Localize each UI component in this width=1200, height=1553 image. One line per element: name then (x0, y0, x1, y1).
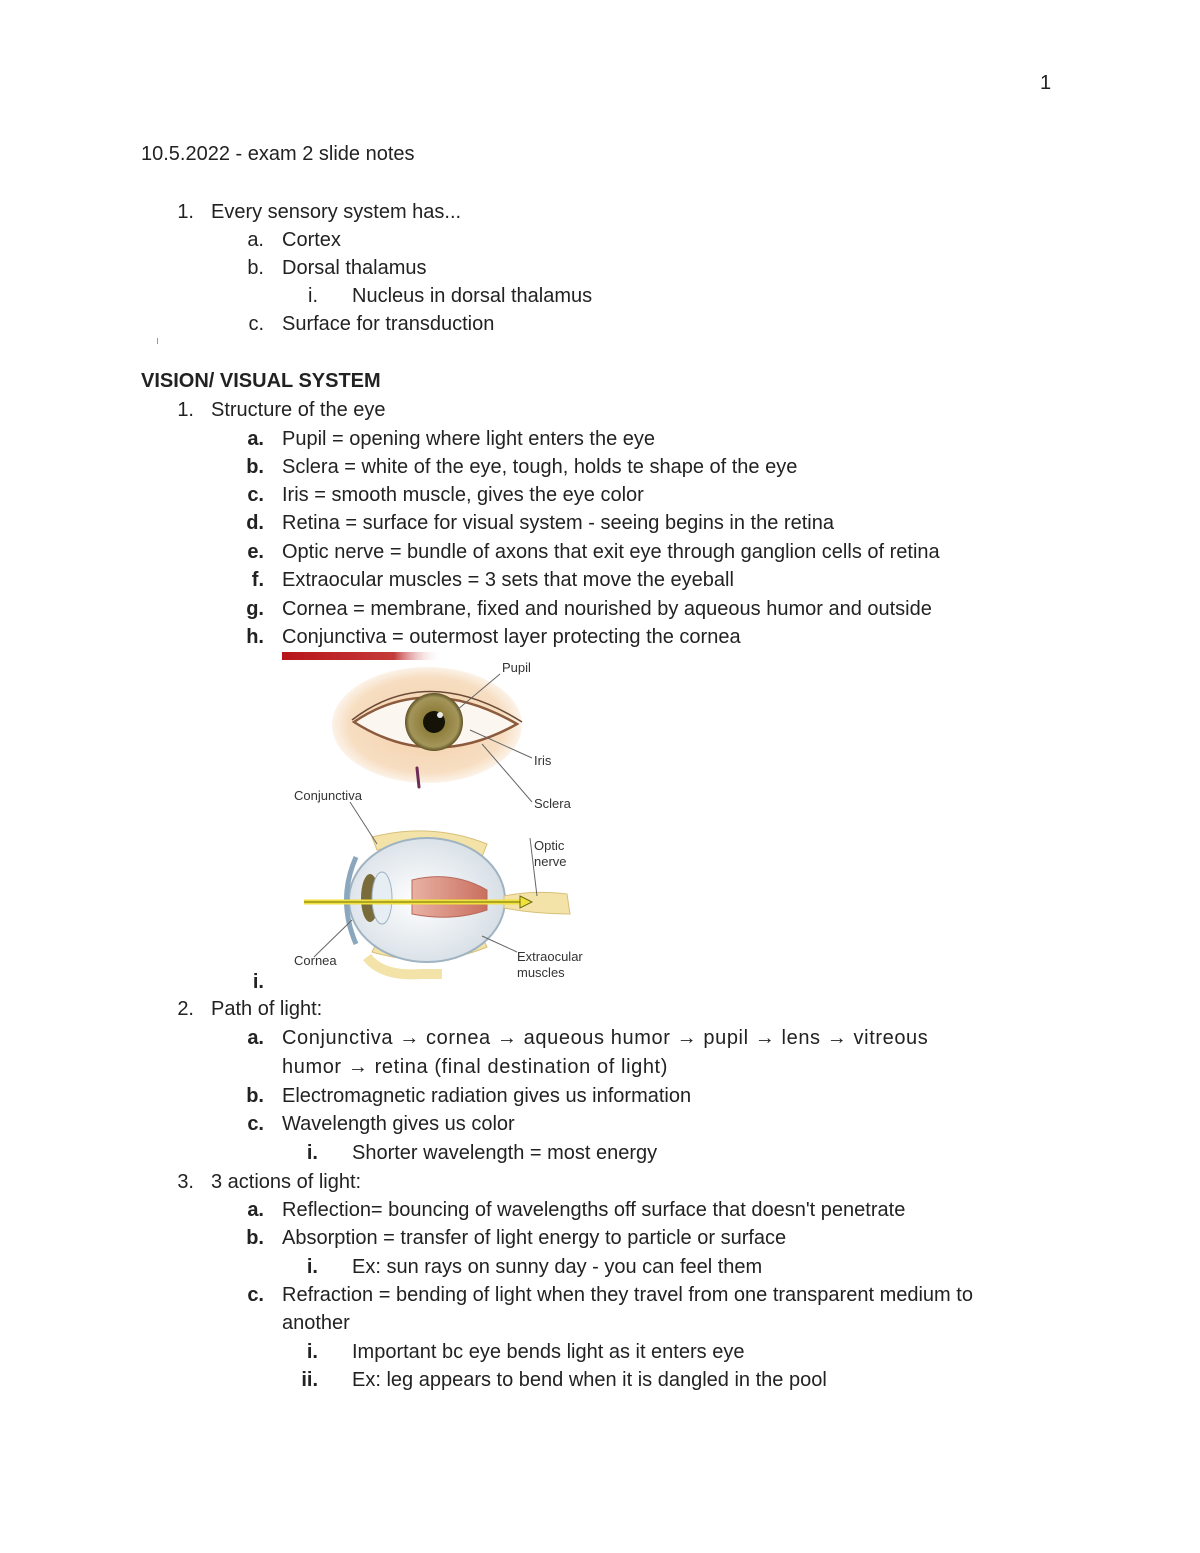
list-item: Retina = surface for visual system - seeing begins in the retina (282, 512, 834, 534)
list-marker: h. (246, 626, 264, 648)
label-nerve: nerve (534, 854, 567, 869)
list-item: Wavelength gives us color (282, 1113, 515, 1135)
list-marker: f. (251, 569, 264, 591)
section-heading: VISION/ VISUAL SYSTEM (141, 370, 381, 392)
label-muscles: muscles (517, 965, 565, 980)
document-title: 10.5.2022 - exam 2 slide notes (141, 143, 415, 165)
list-marker: a. (247, 229, 264, 251)
list-item: Surface for transduction (282, 313, 495, 335)
eye-anatomy-figure (282, 652, 618, 988)
list-item: Extraocular muscles = 3 sets that move the eyeball (282, 569, 734, 591)
list-item: Every sensory system has... (211, 201, 462, 223)
list-item: Electromagnetic radiation gives us information (282, 1085, 692, 1107)
list-item: Absorption = transfer of light energy to particle or surface (282, 1227, 787, 1249)
list-item: Conjunctiva = outermost layer protecting the cornea (282, 626, 741, 648)
list-item: 3 actions of light: (211, 1171, 362, 1193)
list-item: Iris = smooth muscle, gives the eye color (282, 484, 644, 506)
list-marker: a. (247, 428, 264, 450)
list-marker: ii. (301, 1369, 318, 1391)
list-marker: b. (246, 1227, 264, 1249)
page-number: 1 (1040, 72, 1052, 94)
list-marker: i. (306, 1341, 318, 1363)
list-item: Dorsal thalamus (282, 257, 427, 279)
list-marker: c. (248, 313, 264, 335)
list-item: Shorter wavelength = most energy (352, 1142, 658, 1164)
list-marker: b. (246, 456, 264, 478)
list-item: Optic nerve = bundle of axons that exit eye through ganglion cells of retina (282, 541, 940, 563)
list-marker: i. (308, 285, 318, 307)
stray-mark (157, 338, 158, 344)
label-iris: Iris (534, 753, 552, 768)
list-item: Reflection= bouncing of wavelengths off surface that doesn't penetrate (282, 1199, 906, 1221)
list-item: Conjunctiva → cornea → aqueous humor → pupil → lens → vitreous (282, 1027, 929, 1049)
list-marker: a. (247, 1199, 264, 1221)
list-item: Ex: sun rays on sunny day - you can feel them (352, 1256, 763, 1278)
list-number: 3. (177, 1171, 194, 1193)
label-conjunctiva: Conjunctiva (294, 788, 362, 803)
label-pupil: Pupil (502, 660, 531, 675)
header-bar (282, 652, 442, 660)
list-item: Cornea = membrane, fixed and nourished by aqueous humor and outside (282, 598, 932, 620)
list-item: Path of light: (211, 998, 323, 1020)
list-marker: i. (306, 1256, 318, 1278)
label-sclera: Sclera (534, 796, 571, 811)
list-item: Sclera = white of the eye, tough, holds te shape of the eye (282, 456, 798, 478)
list-marker: e. (247, 541, 264, 563)
list-item-continued: humor → retina (final destination of light) (282, 1056, 668, 1078)
list-marker: b. (246, 1085, 264, 1107)
list-marker: b. (247, 257, 264, 279)
list-item: Important bc eye bends light as it enters eye (352, 1341, 745, 1363)
list-marker: c. (247, 484, 264, 506)
label-extraocular: Extraocular (517, 949, 583, 964)
list-number: 1. (177, 399, 194, 421)
list-number: 2. (177, 998, 194, 1020)
list-marker: c. (247, 1284, 264, 1306)
list-item: Ex: leg appears to bend when it is dangled in the pool (352, 1369, 827, 1391)
list-item: Nucleus in dorsal thalamus (352, 285, 593, 307)
list-marker: c. (247, 1113, 264, 1135)
list-marker: a. (247, 1027, 264, 1049)
list-item: Refraction = bending of light when they travel from one transparent medium to (282, 1284, 973, 1306)
list-item: Structure of the eye (211, 399, 386, 421)
label-optic: Optic (534, 838, 565, 853)
list-marker: g. (246, 598, 264, 620)
external-eye (332, 667, 522, 787)
label-cornea: Cornea (294, 953, 337, 968)
figure-marker: i. (252, 971, 264, 993)
list-marker: i. (306, 1142, 318, 1164)
list-item-continued: another (282, 1312, 350, 1334)
list-number: 1. (177, 201, 194, 223)
list-marker: d. (246, 512, 264, 534)
list-item: Pupil = opening where light enters the eye (282, 428, 656, 450)
list-item: Cortex (282, 229, 341, 251)
